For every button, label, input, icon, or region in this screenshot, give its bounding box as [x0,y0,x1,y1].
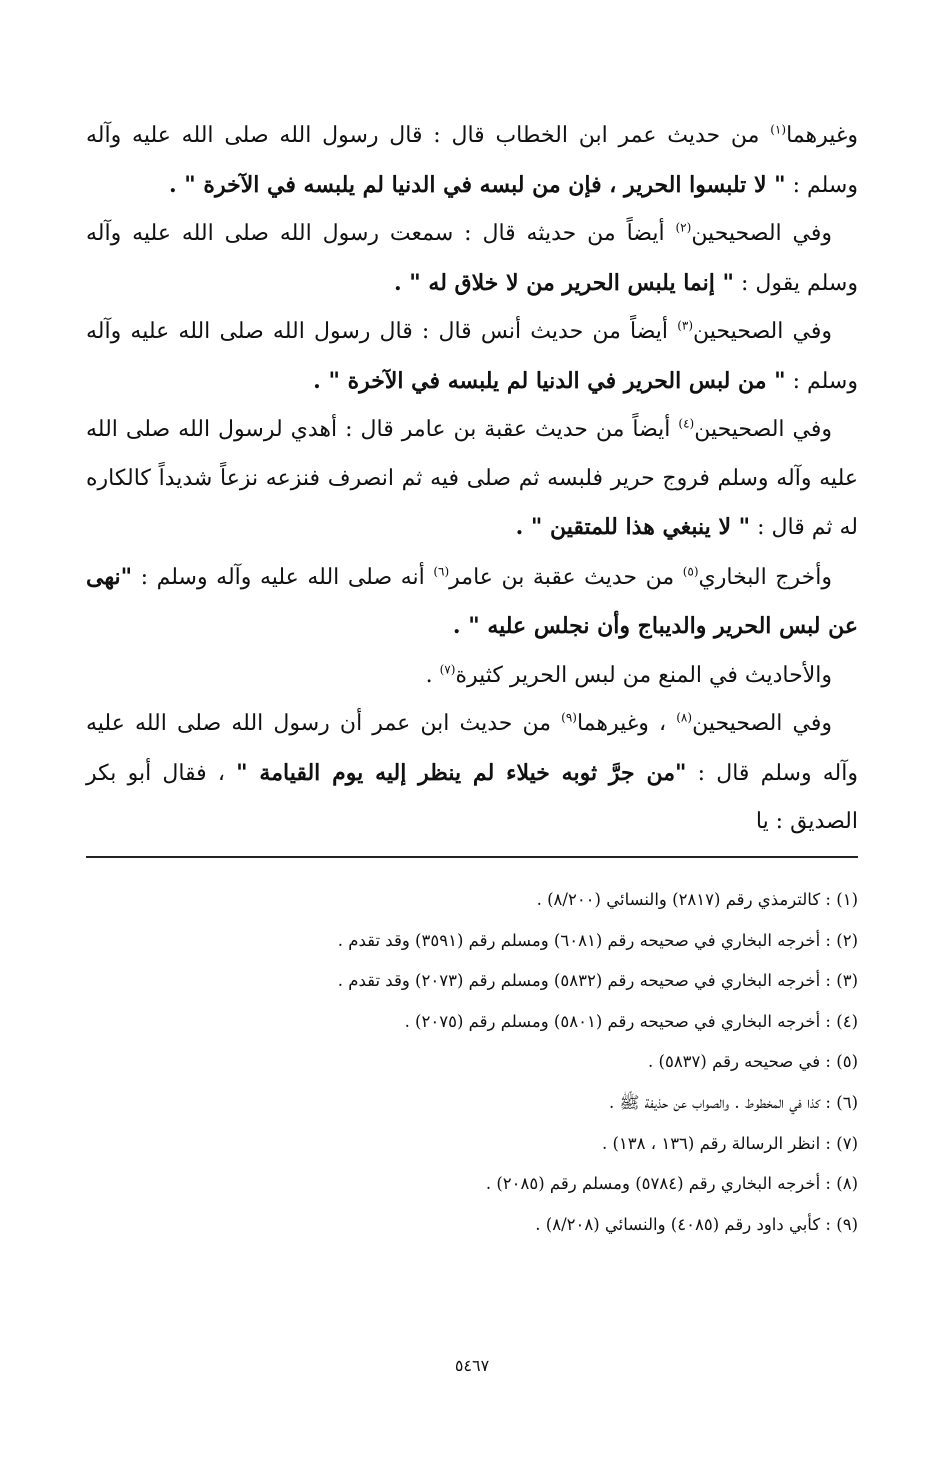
paragraph [86,553,858,652]
footnote-ref: (٦) [433,564,450,579]
text-run: وفي الصحيحين [694,417,832,442]
footnote-line: (٨) : أخرجه البخاري رقم (٥٧٨٤) ومسلم رقم (٢٠٨٥) . [485,1174,858,1194]
text-run: وفي الصحيحين [693,319,832,344]
text-run: ، وغيرهما [576,711,677,736]
text-run: وفي الصحيحين [691,221,832,246]
hadith-quote: " من لبس الحرير في الدنيا لم يلبسه في الآخرة " . [313,367,786,394]
footnote-ref: (١) [770,122,787,137]
text-run: أنه صلى الله عليه وآله وسلم : [132,564,434,590]
footnote-ref: (٨) [676,710,693,725]
text-run: من حديث عمر ابن الخطاب قال : قال رسول الله صلى الله عليه وآله وسلم : [86,123,858,198]
paragraph [86,652,858,701]
footnote-line: (١) : كالترمذي رقم (٢٨١٧) والنسائي (٨/٢٠٠) . [536,890,858,909]
footnote-line: (٢) : أخرجه البخاري في صحيحه رقم (٦٠٨١) ومسلم رقم (٣٥٩١) وقد تقدم . [337,930,858,950]
footnote-ref: (٧) [439,662,456,677]
text-run: . [425,662,440,688]
text-run: أيضاً من حديث أنس قال : قال رسول الله صلى الله عليه وآله وسلم : [86,319,858,394]
page-number: ٥٤٦٧ [454,1356,490,1375]
text-run: من حديث ابن عمر أن رسول الله صلى الله عليه وآله وسلم قال : [86,711,858,786]
footnote-ref: (٣) [677,318,694,333]
paragraph [86,112,858,210]
hadith-quote: "نهى عن لبس الحرير والديباج وأن نجلس عليه " . [86,563,858,639]
footnotes [86,880,858,1245]
footnote-line: (٩) : كأبي داود رقم (٤٠٨٥) والنسائي (٨/٢٠٨) . [535,1214,858,1234]
hadith-quote: " لا تلبسوا الحرير ، فإن من لبسه في الدنيا لم يلبسه في الآخرة " . [168,171,786,198]
text-run: ، فقال أبو بكر الصديق : يا [86,760,858,834]
hadith-quote: "من جرَّ ثوبه خيلاء لم ينظر إليه يوم القيامة " [236,759,687,786]
footnote-separator [86,856,858,858]
footnote-line: (٥) : في صحيحه رقم (٥٨٣٧) . [648,1052,858,1072]
text-run: أيضاً من حديث عقبة بن عامر قال : أهدي لرسول الله صلى الله عليه وآله وسلم فروج حرير فلبسه ثم صلى فيه ثم انصرف فنزعه نزعاً شديداً كالكاره له ثم قال : [86,417,858,540]
footnote-ref: (٤) [678,416,695,431]
footnote-line: (٦) : كذا في المخطوط . والصواب عن حذيفة ﷺ . [609,1092,858,1112]
footnote-ref: (٩) [561,710,577,725]
paragraph [86,308,858,406]
footnote-line: (٣) : أخرجه البخاري في صحيحه رقم (٥٨٣٢) ومسلم رقم (٢٠٧٣) وقد تقدم . [337,971,858,991]
text-run: وفي الصحيحين [692,711,832,736]
paragraph [86,406,858,553]
text-run: أيضاً من حديثه قال : سمعت رسول الله صلى الله عليه وآله وسلم يقول : [86,221,858,296]
text-run: من حديث عقبة بن عامر [449,564,683,590]
footnote-ref: (٢) [675,220,692,235]
paragraph [86,210,858,308]
footnote-ref: (٥) [682,564,699,579]
text-run: وأخرج البخاري [698,564,832,590]
text-run: والأحاديث في المنع من لبس الحرير كثيرة [455,662,832,688]
footnote-line: (٧) : انظر الرسالة رقم (١٣٦ ، ١٣٨) . [601,1133,858,1153]
text-run: وغيرهما [786,123,858,148]
main-text [86,112,858,847]
hadith-quote: " لا ينبغي هذا للمتقين " . [515,514,751,540]
paragraph [86,700,858,847]
hadith-quote: " إنما يلبس الحرير من لا خلاق له " . [393,269,735,296]
footnote-line: (٤) : أخرجه البخاري في صحيحه رقم (٥٨٠١) ومسلم رقم (٢٠٧٥) . [404,1011,858,1031]
